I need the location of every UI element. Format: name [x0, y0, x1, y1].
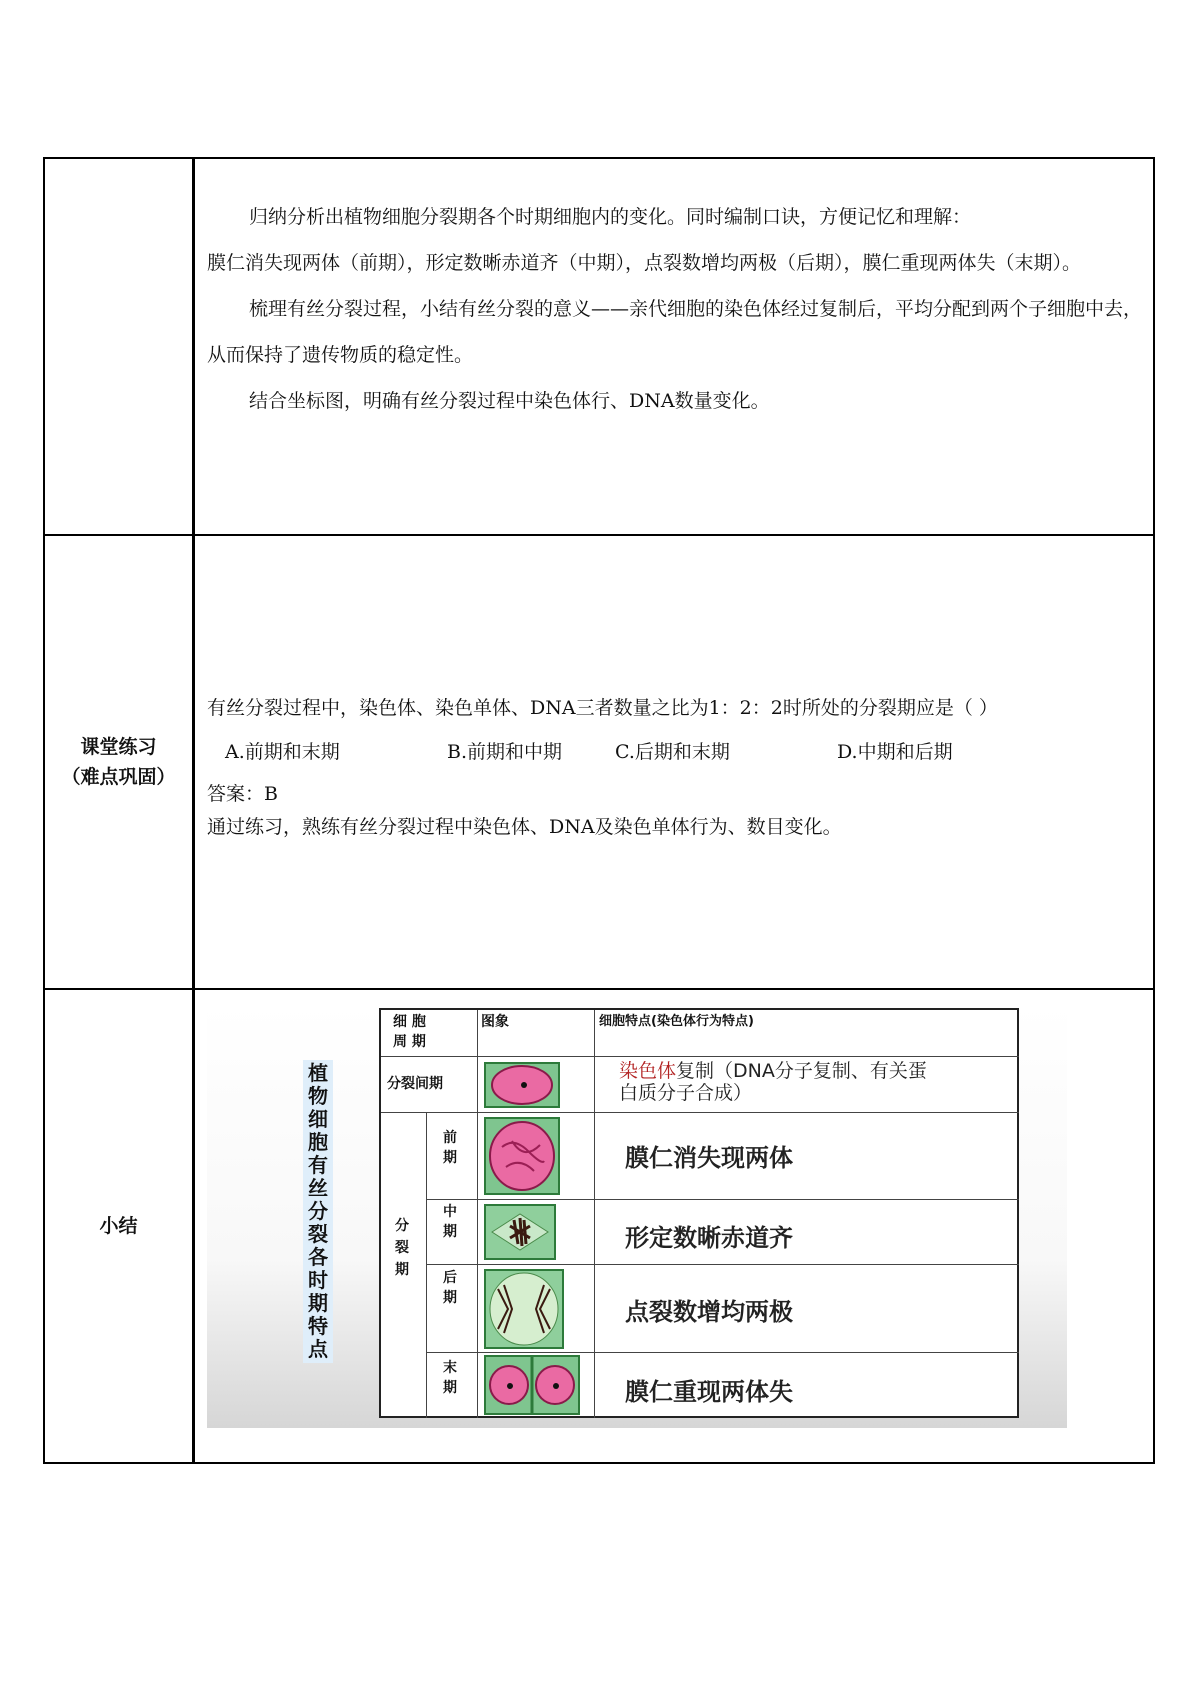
title-char: 各 — [308, 1245, 328, 1269]
row3-label — [45, 990, 195, 1462]
option-c: C.后期和末期 — [615, 741, 730, 763]
phase-char: 末 — [443, 1360, 457, 1376]
paragraph-mnemonic: 膜仁消失现两体（前期），形定数晰赤道齐（中期），点裂数增均两极（后期），膜仁重现两体失（末期）。 — [207, 252, 1082, 274]
grid-line — [426, 1112, 427, 1418]
header-features: 细胞特点(染色体行为特点) — [599, 1014, 754, 1029]
phase-char: 期 — [443, 1380, 457, 1396]
title-char: 植 — [308, 1061, 328, 1085]
metaphase-cell-image — [484, 1204, 556, 1260]
lesson-table — [43, 157, 1155, 1464]
title-char: 点 — [308, 1337, 328, 1361]
title-char: 胞 — [308, 1130, 328, 1154]
row3-content — [195, 990, 1153, 1462]
grid-line — [477, 1010, 478, 1112]
figure-vertical-title — [303, 1060, 333, 1363]
title-char: 有 — [308, 1153, 328, 1177]
paragraph-coordinate: 结合坐标图，明确有丝分裂过程中染色体行、DNA数量变化。 — [249, 390, 770, 412]
title-char: 细 — [308, 1107, 328, 1131]
option-a: A.前期和末期 — [225, 741, 340, 763]
mitosis-label — [395, 1215, 409, 1281]
row1-content — [195, 159, 1153, 534]
anaphase-cell-image — [484, 1269, 564, 1349]
title-char: 丝 — [308, 1176, 328, 1200]
row1-label — [45, 159, 195, 534]
interphase-feature-rest2: 白质分子合成） — [619, 1082, 753, 1104]
feature-anaphase: 点裂数增均两极 — [625, 1297, 793, 1326]
phase-char: 期 — [443, 1290, 457, 1306]
feature-metaphase: 形定数晰赤道齐 — [625, 1223, 793, 1252]
label-difficulty: （难点巩固） — [61, 766, 176, 788]
label-summary: 小结 — [99, 1215, 138, 1237]
title-char: 时 — [308, 1268, 328, 1292]
grid-line — [426, 1352, 1019, 1353]
interphase-feature — [619, 1060, 927, 1104]
title-char: 裂 — [308, 1222, 328, 1246]
answer-text: 答案：B — [207, 783, 278, 805]
phase-telophase-label — [443, 1358, 457, 1398]
answer-options — [207, 730, 1143, 774]
grid-line — [477, 1112, 478, 1418]
title-char: 特 — [308, 1314, 328, 1338]
phase-char: 后 — [443, 1270, 457, 1286]
phase-prophase-label — [443, 1128, 457, 1168]
paragraph-significance: 梳理有丝分裂过程，小结有丝分裂的意义——亲代细胞的染色体经过复制后，平均分配到两个子细胞中去，从而保持了遗传物质的稳定性。 — [207, 298, 1143, 366]
grid-line — [426, 1264, 1019, 1265]
feature-prophase: 膜仁消失现两体 — [625, 1143, 793, 1172]
grid-line — [426, 1199, 1019, 1200]
paragraph-analysis: 归纳分析出植物细胞分裂期各个时期细胞内的变化。同时编制口诀，方便记忆和理解： — [249, 206, 972, 228]
row-class-practice — [45, 536, 1153, 990]
row2-label — [45, 536, 195, 988]
interphase-cell-image — [484, 1062, 560, 1108]
header-cell-cycle-line1: 细 胞 — [393, 1014, 426, 1030]
row-conclusion — [45, 990, 1153, 1462]
row2-content — [195, 536, 1153, 988]
header-cell-cycle — [393, 1012, 426, 1052]
phase-char: 中 — [443, 1204, 457, 1220]
interphase-feature-rest1: 复制（DNA分子复制、有关蛋 — [676, 1060, 927, 1082]
label-practice: 课堂练习 — [80, 736, 157, 758]
mitosis-char: 裂 — [395, 1240, 409, 1256]
title-char: 期 — [308, 1291, 328, 1315]
option-b: B.前期和中期 — [447, 741, 563, 763]
practice-question: 有丝分裂过程中，染色体、染色单体、DNA三者数量之比为1：2：2时所处的分裂期应是（ ） — [207, 697, 998, 719]
feature-telophase: 膜仁重现两体失 — [625, 1377, 793, 1406]
interphase-label: 分裂间期 — [387, 1076, 443, 1092]
phase-char: 期 — [443, 1224, 457, 1240]
mitosis-char: 分 — [395, 1218, 409, 1234]
phase-anaphase-label — [443, 1268, 457, 1308]
practice-note: 通过练习，熟练有丝分裂过程中染色体、DNA及染色单体行为、数目变化。 — [207, 816, 842, 838]
telophase-cell-image — [484, 1355, 580, 1415]
header-cell-cycle-line2: 周 期 — [393, 1034, 426, 1050]
option-d: D.中期和后期 — [837, 741, 953, 763]
mitosis-stage-table — [379, 1008, 1019, 1418]
title-char: 物 — [308, 1084, 328, 1108]
phase-metaphase-label — [443, 1202, 457, 1242]
mitosis-char: 期 — [395, 1262, 409, 1278]
phase-char: 前 — [443, 1130, 457, 1146]
interphase-feature-red: 染色体 — [619, 1060, 677, 1082]
grid-line — [594, 1010, 595, 1418]
row-summary-analysis — [45, 159, 1153, 536]
title-char: 分 — [308, 1199, 328, 1223]
phase-char: 期 — [443, 1150, 457, 1166]
header-image: 图象 — [481, 1014, 509, 1030]
prophase-cell-image — [484, 1117, 560, 1195]
mitosis-summary-figure — [207, 1004, 1067, 1428]
